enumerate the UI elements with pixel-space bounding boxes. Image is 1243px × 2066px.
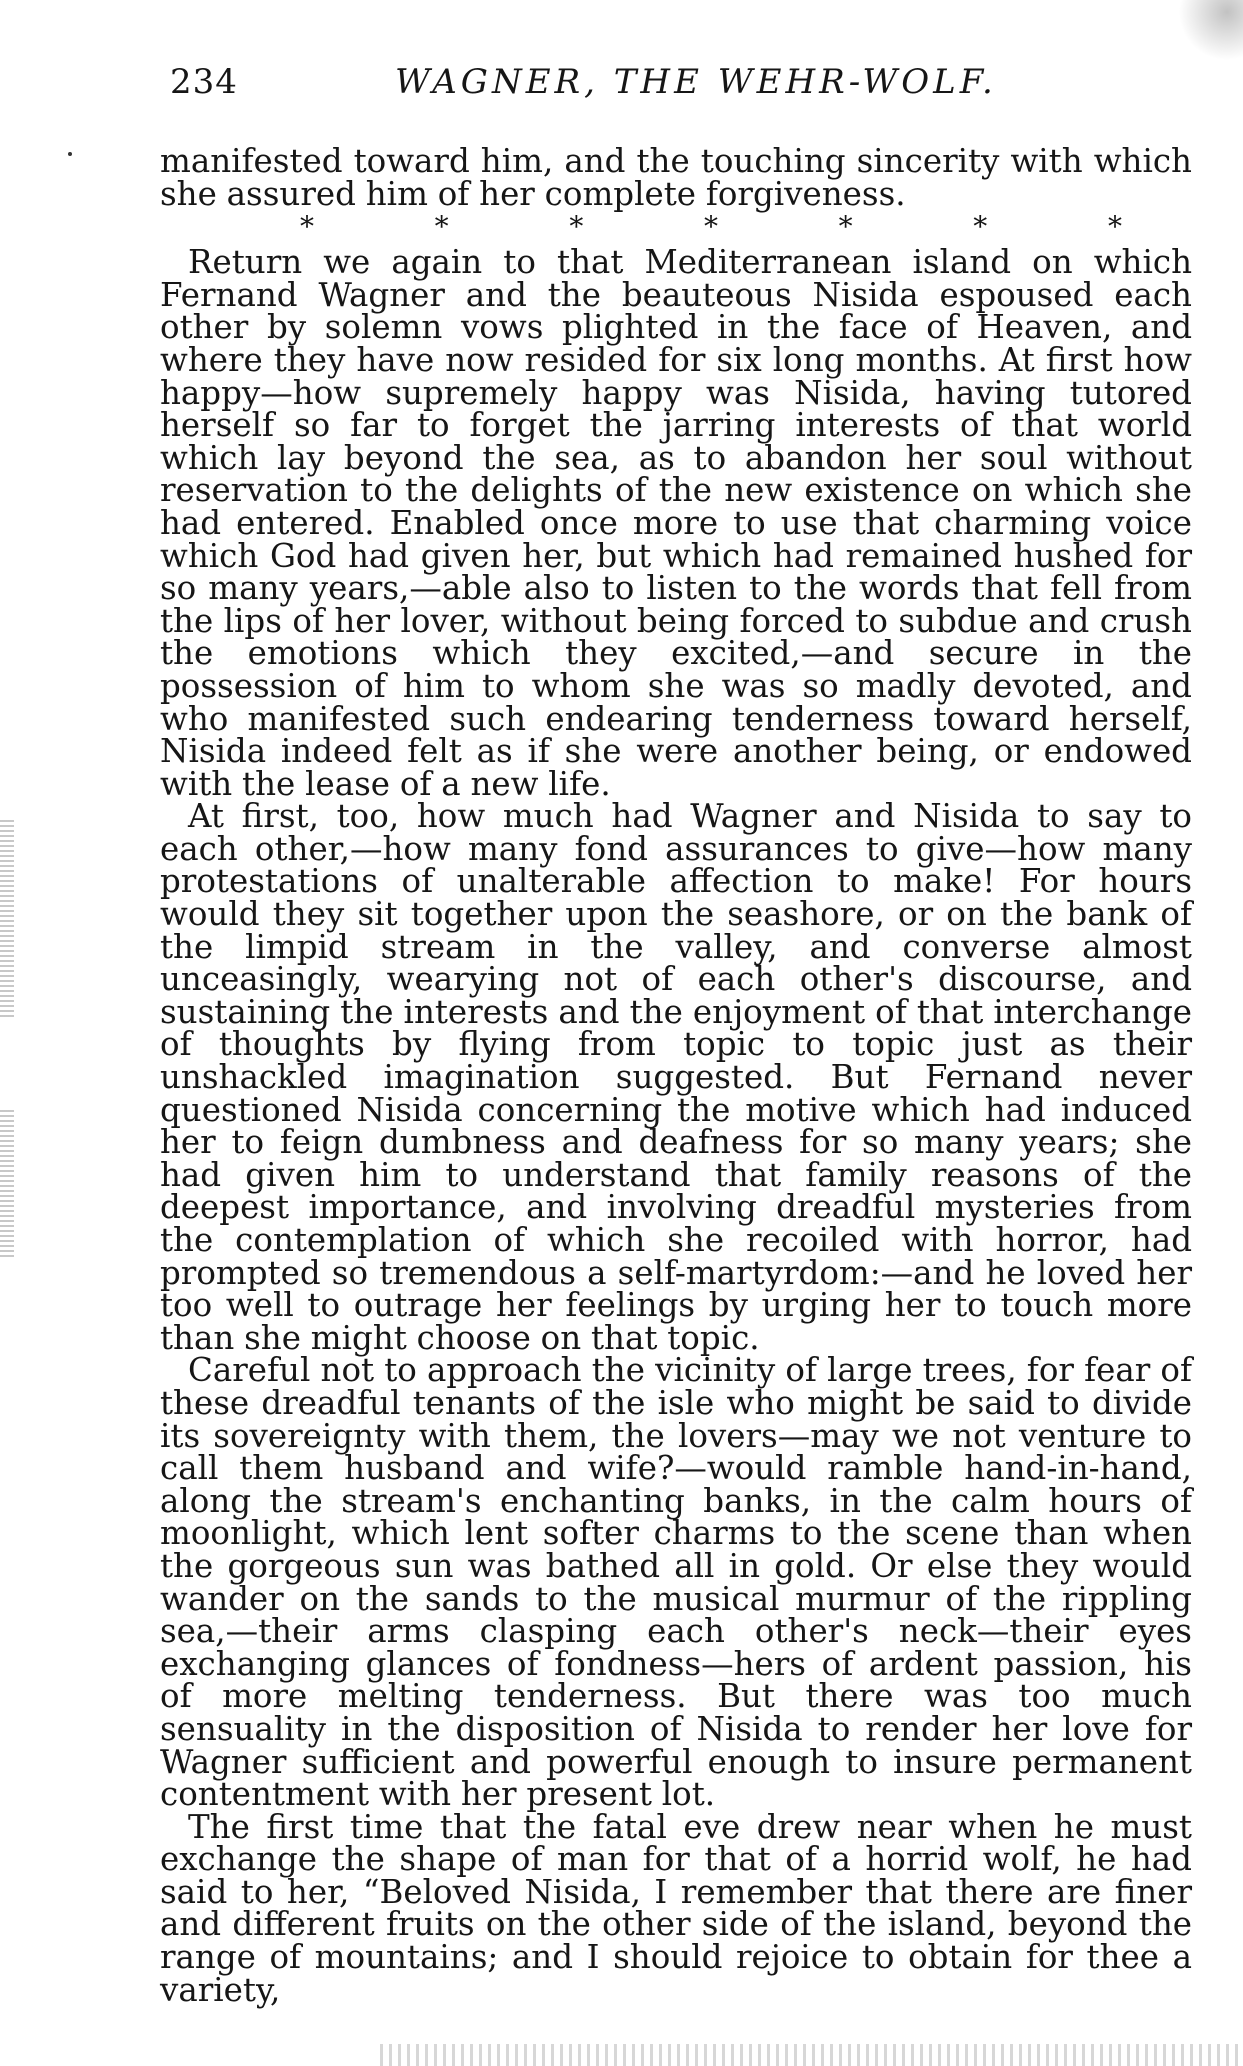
paragraph: manifested toward him, and the touching sincerity with which she assured him of her complete forgiveness. xyxy=(160,142,1192,213)
page-number: 234 xyxy=(170,62,238,102)
asterisk: * xyxy=(1107,210,1122,244)
scan-noise-bottom xyxy=(380,2044,1240,2066)
running-title: WAGNER, THE WEHR-WOLF. xyxy=(395,62,997,102)
margin-mark xyxy=(68,152,72,156)
scan-noise-edge xyxy=(0,820,14,1020)
section-separator xyxy=(160,210,1192,244)
asterisk: * xyxy=(838,210,853,244)
paragraph: The first time that the fatal eve drew near when he must exchange the shape of man for that of a horrid wolf, he had said to her, “Beloved Nisida, I remember that there are finer and different fruits on the other side of the island, beyond the range of mountains; and I should rejoice to obtain for thee a variety, xyxy=(160,1807,1192,2009)
scan-noise-edge xyxy=(0,1110,14,1260)
paragraph: At first, too, how much had Wagner and Nisida to say to each other,—how many fond assurances to give—how many protestations of unalterable affection to make! For hours would they sit together upon the seashore, or on the bank of the limpid stream in the valley, and converse almost unceasingly, wearying not of each other's discourse, and sustaining the interests and the enjoyment of that interchange of thoughts by flying from topic to topic just as their unshackled imagination suggested. But Fernand never questioned Nisida concerning the motive which had induced her to feign dumbness and deafness for so many years; she had given him to understand that family reasons of the deepest importance, and involving dreadful mysteries from the contemplation of which she recoiled with horror, had prompted so tremendous a self-martyrdom:—and he loved her too well to outrage her feelings by urging her to touch more than she might choose on that topic. xyxy=(160,797,1192,1357)
asterisk: * xyxy=(569,210,584,244)
paragraph: Careful not to approach the vicinity of large trees, for fear of these dreadful tenants of the isle who might be said to divide its sovereignty with them, the lovers—may we not venture to call them husband and wife?—would ramble hand-in-hand, along the stream's enchanting banks, in the calm hours of moonlight, which lent softer charms to the scene than when the gorgeous sun was bathed all in gold. Or else they would wander on the sands to the musical murmur of the rippling sea,—their arms clasping each other's neck—their eyes exchanging glances of fondness—hers of ardent passion, his of more melting tenderness. But there was too much sensuality in the disposition of Nisida to render her love for Wagner sufficient and powerful enough to insure permanent contentment with her present lot. xyxy=(160,1351,1192,1814)
asterisk: * xyxy=(300,210,314,244)
page-header xyxy=(170,62,1000,112)
paragraph: Return we again to that Mediterranean island on which Fernand Wagner and the beauteous Nisida espoused each other by solemn vows plighted in the face of Heaven, and where they have now resided for six long months. At first how happy—how supremely happy was Nisida, having tutored herself so far to forget the jarring interests of that world which lay beyond the sea, as to abandon her soul without reservation to the delights of the new existence on which she had entered. Enabled once more to use that charming voice which God had given her, but which had remained hushed for so many years,—able also to listen to the words that fell from the lips of her lover, without being forced to subdue and crush the emotions which they excited,—and secure in the possession of him to whom she was so madly devoted, and who manifested such endearing tenderness toward herself, Nisida indeed felt as if she were another being, or endowed with the lease of a new life. xyxy=(160,243,1192,803)
asterisk: * xyxy=(434,210,449,244)
body-text xyxy=(160,142,1192,2009)
asterisk: * xyxy=(703,210,718,244)
asterisk: * xyxy=(973,210,988,244)
scan-noise-corner xyxy=(1163,0,1243,60)
